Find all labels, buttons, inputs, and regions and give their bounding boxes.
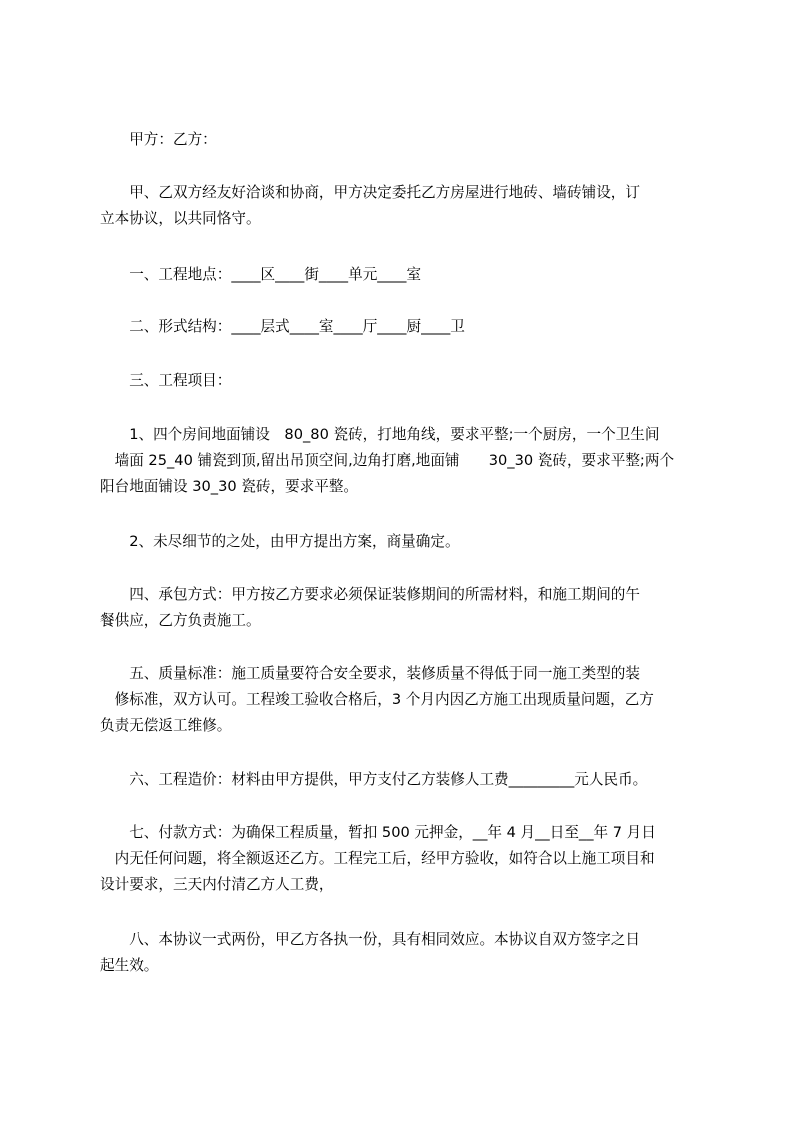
clause-payment [100,820,700,898]
text-line: 起生效。 [100,957,159,974]
text-line: 2、未尽细节的之处，由甲方提出方案，商量确定。 [100,533,460,550]
text-line: 八、本协议一式两份，甲乙方各执一份，具有相同效应。本协议自双方签字之日 [100,931,640,948]
text-line: 修标准，双方认可。工程竣工验收合格后，3 个月内因乙方施工出现质量问题，乙方 [100,691,654,708]
clause-validity [100,927,700,979]
text-line: 内无任何问题，将全额返还乙方。工程完工后，经甲方验收，如符合以上施工项目和 [100,850,655,867]
text-line: 墙面 25_40 铺瓷到顶,留出吊顶空间,边角打磨,地面铺 30_30 瓷砖，要求平整;两个 [100,452,675,469]
text-line: 餐供应，乙方负责施工。 [100,612,261,629]
text-line: 四、承包方式：甲方按乙方要求必须保证装修期间的所需材料，和施工期间的午 [100,586,640,603]
clause-location [100,262,700,288]
clause-quality [100,661,700,739]
text-line: 甲、乙双方经友好洽谈和协商，甲方决定委托乙方房屋进行地砖、墙砖铺设，订 [100,184,640,201]
clause-structure [100,314,700,340]
clause-cost [100,767,700,793]
text-line: 五、质量标准：施工质量要符合安全要求，装修质量不得低于同一施工类型的装 [100,665,640,682]
text-line: 立本协议，以共同恪守。 [100,210,261,227]
project-item-1 [100,422,700,500]
text-line: 阳台地面铺设 30_30 瓷砖，要求平整。 [100,478,359,495]
clause-project [100,368,700,394]
project-item-2 [100,529,700,555]
text-line: 甲方：乙方： [100,131,217,148]
text-line: 设计要求，三天内付清乙方人工费， [100,876,334,893]
parties-line [100,127,700,153]
text-line: 负责无偿返工维修。 [100,717,232,734]
text-line: 三、工程项目： [100,372,232,389]
text-line: 二、形式结构：____层式____室____厅____厨____卫 [100,318,465,335]
text-line: 六、工程造价：材料由甲方提供，甲方支付乙方装修人工费_________元人民币。 [100,771,648,788]
intro-paragraph [100,180,700,232]
clause-contract-method [100,582,700,634]
text-line: 七、付款方式：为确保工程质量，暂扣 500 元押金，__年 4 月__日至__年 7 月日 [100,824,656,841]
text-line: 1、四个房间地面铺设 80_80 瓷砖，打地角线，要求平整;一个厨房，一个卫生间 [100,426,660,443]
text-line: 一、工程地点：____区____街____单元____室 [100,266,422,283]
